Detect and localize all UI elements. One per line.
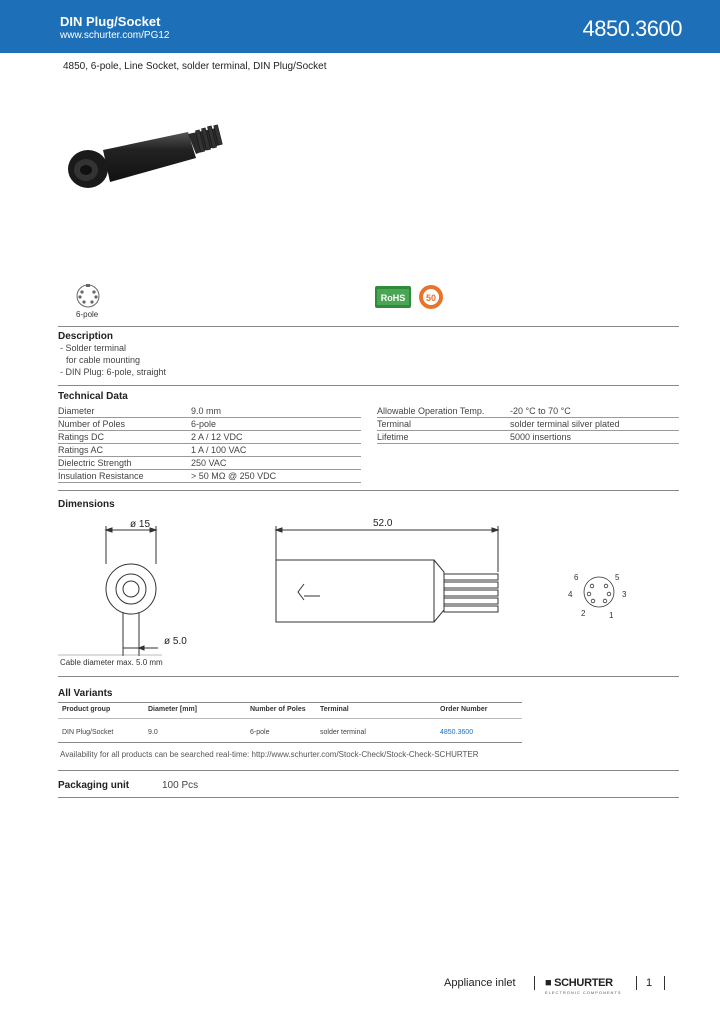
variants-heading: All Variants	[58, 688, 113, 699]
product-family-title: DIN Plug/Socket	[60, 14, 161, 29]
tech-label: Number of Poles	[58, 419, 126, 429]
tech-value: > 50 MΩ @ 250 VDC	[191, 471, 277, 481]
tech-value: 250 VAC	[191, 458, 227, 468]
tech-row	[377, 405, 679, 418]
tech-value: solder terminal silver plated	[510, 419, 620, 429]
page-number: 1	[646, 977, 653, 989]
inner-diameter-label: ø 5.0	[164, 636, 187, 647]
divider	[58, 326, 679, 327]
pin-number: 2	[581, 609, 586, 618]
tech-label: Dielectric Strength	[58, 458, 132, 468]
rohs-text: RoHS	[380, 293, 406, 303]
tech-label: Diameter	[58, 406, 95, 416]
tech-row	[58, 418, 361, 431]
pin-number: 3	[622, 590, 627, 599]
outer-diameter-label: ø 15	[130, 519, 151, 530]
order-number-link[interactable]: 4850.3600	[440, 729, 474, 736]
side-view-drawing	[276, 526, 498, 622]
tech-row	[58, 444, 361, 457]
tech-label: Lifetime	[377, 432, 409, 442]
variants-column-header: Product group	[62, 706, 111, 713]
schurter-logo: ■ SCHURTER	[545, 977, 613, 989]
rohs-badge-icon	[375, 286, 411, 308]
tech-value: 1 A / 100 VAC	[191, 445, 247, 455]
tech-value: 6-pole	[191, 419, 217, 429]
description-line: for cable mounting	[66, 355, 141, 365]
footer-separator	[664, 976, 665, 990]
pin-number: 4	[568, 590, 573, 599]
tech-value: 2 A / 12 VDC	[191, 432, 243, 442]
variants-column-header: Diameter [mm]	[148, 706, 198, 713]
cable-note: Cable diameter max. 5.0 mm	[60, 658, 163, 667]
tech-label: Allowable Operation Temp.	[377, 406, 485, 416]
pin-number: 6	[574, 573, 579, 582]
header-bar	[0, 0, 720, 53]
tech-row	[58, 431, 361, 444]
description-heading: Description	[58, 331, 114, 342]
tech-row	[377, 418, 679, 431]
schurter-logo-subtitle: ELECTRONIC COMPONENTS	[545, 990, 622, 995]
product-url-link[interactable]: www.schurter.com/PG12	[60, 30, 170, 41]
pin-number: 1	[609, 611, 614, 620]
variants-column-header: Terminal	[320, 706, 349, 713]
divider	[58, 490, 679, 491]
divider	[58, 676, 679, 677]
variant-cell: DIN Plug/Socket	[62, 729, 114, 736]
front-view-drawing	[106, 526, 158, 656]
environment-50-icon	[415, 282, 449, 312]
footer-category: Appliance inlet	[444, 977, 516, 989]
variant-cell: 9.0	[148, 729, 158, 736]
pin-diagram	[584, 577, 614, 607]
variant-cell: solder terminal	[320, 729, 366, 736]
tech-value: 5000 insertions	[510, 432, 572, 442]
technical-data-heading: Technical Data	[58, 391, 128, 402]
divider	[58, 718, 522, 719]
divider	[58, 797, 679, 798]
tech-value: 9.0 mm	[191, 406, 222, 416]
availability-note[interactable]: Availability for all products can be searched real-time: http://www.schurter.com/Stock-Check/Stock-Check-SCHURTER	[60, 750, 479, 759]
product-subtitle: 4850, 6-pole, Line Socket, solder terminal, DIN Plug/Socket	[63, 61, 327, 72]
divider	[58, 742, 522, 743]
pin-caption: 6-pole	[76, 310, 99, 319]
packaging-value: 100 Pcs	[162, 780, 199, 791]
divider	[58, 702, 522, 703]
description-line: - DIN Plug: 6-pole, straight	[60, 367, 167, 377]
description-line: - Solder terminal	[60, 343, 127, 353]
packaging-heading: Packaging unit	[58, 780, 130, 791]
product-photo	[58, 120, 248, 200]
footer-separator	[636, 976, 637, 990]
dimensions-heading: Dimensions	[58, 499, 115, 510]
pin-number: 5	[615, 573, 620, 582]
tech-label: Ratings DC	[58, 432, 105, 442]
fifty-text: 50	[425, 293, 437, 303]
variants-column-header: Number of Poles	[250, 706, 306, 713]
tech-row	[58, 405, 361, 418]
variants-column-header: Order Number	[440, 706, 488, 713]
footer-separator	[534, 976, 535, 990]
dimension-drawing	[58, 512, 678, 672]
tech-row	[58, 457, 361, 470]
tech-label: Insulation Resistance	[58, 471, 144, 481]
divider	[58, 385, 679, 386]
part-number: 4850.3600	[582, 16, 682, 41]
variant-cell: 6-pole	[250, 729, 270, 736]
tech-label: Ratings AC	[58, 445, 104, 455]
tech-value: -20 °C to 70 °C	[510, 406, 571, 416]
tech-label: Terminal	[377, 419, 412, 429]
tech-row	[58, 470, 361, 483]
divider	[58, 770, 679, 771]
length-label: 52.0	[373, 518, 393, 529]
tech-row	[377, 431, 679, 444]
schurter-logo-text: SCHURTER	[554, 977, 613, 989]
